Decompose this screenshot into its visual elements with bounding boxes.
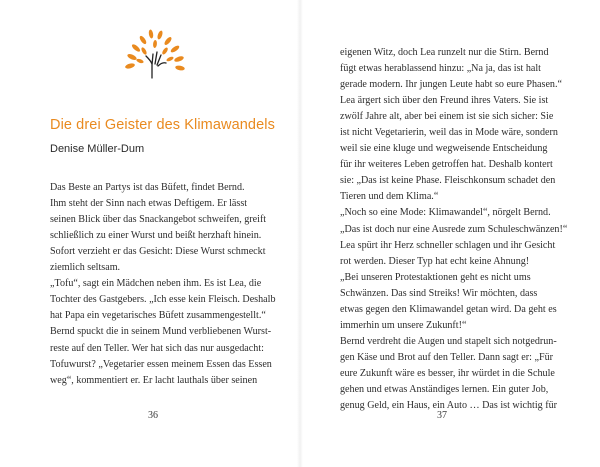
page-number-left: 36 xyxy=(148,410,158,421)
text-line: „Bei unseren Protestaktionen geht es nicht ums xyxy=(340,271,531,283)
text-line xyxy=(50,164,276,180)
right-page-text xyxy=(340,45,567,414)
text-line: Tofuwurst? „Vegetarier essen meinem Essen das Essen xyxy=(50,358,272,370)
text-line: weg“, kommentiert er. Er lacht lauthals über seinen xyxy=(50,374,258,386)
chapter-title: Die drei Geister des Klimawandels xyxy=(50,117,275,133)
text-line: Sofort verzieht er das Gesicht: Diese Wurst schmeckt xyxy=(50,246,266,258)
text-line: Schwänzen. Das sind Streiks! Wir möchten, dass xyxy=(340,287,538,299)
text-line: Bernd verdreht die Augen und stapelt sich notgedrun- xyxy=(340,335,557,347)
text-line: hat Papa ein vegetarisches Büfett zusammengestellt.“ xyxy=(50,310,266,322)
page-gutter xyxy=(297,0,303,467)
page-number-right: 37 xyxy=(437,410,447,421)
text-line: Tieren und dem Klima.“ xyxy=(340,191,439,203)
text-line: reste auf den Teller. Wer hat sich das nur ausgedacht: xyxy=(50,342,264,354)
text-line: Tochter des Gastgebers. „Ich esse kein Fleisch. Deshalb xyxy=(50,294,276,306)
hand-tree-icon-graphic xyxy=(122,28,188,80)
text-line: genug Geld, ein Haus, ein Auto … Das ist wichtig für xyxy=(340,400,557,412)
text-line: zwölf Jahre alt, aber bei einem ist sie sich sicher: Sie xyxy=(340,111,554,123)
text-line: sie: „Das ist keine Phase. Fleischkonsum schadet den xyxy=(340,175,556,187)
text-line: Lea ärgert sich über den Freund ihres Vaters. Sie ist xyxy=(340,95,549,107)
text-line: „Noch so eine Mode: Klimawandel“, nörgelt Bernd. xyxy=(340,207,551,219)
text-line: „Das ist doch nur eine Ausrede zum Schuleschwänzen!“ xyxy=(340,223,568,235)
hand-tree-icon xyxy=(122,28,188,80)
author-name: Denise Müller-Dum xyxy=(50,143,145,155)
text-line: Lea spürt ihr Herz schneller schlagen und ihr Gesicht xyxy=(340,239,556,251)
text-line: ist nicht Vegetarierin, weil das in Mode wäre, sondern xyxy=(340,127,558,139)
text-line: „Tofu“, sagt ein Mädchen neben ihm. Es ist Lea, die xyxy=(50,278,262,290)
left-page-text xyxy=(50,164,276,389)
text-line: weil sie eine kluge und wegweisende Entscheidung xyxy=(340,143,548,155)
text-line: fügt etwas herablassend hinzu: „Na ja, das ist halt xyxy=(340,63,541,75)
text-line: Das Beste an Partys ist das Büfett, findet Bernd. xyxy=(50,182,245,194)
text-line: rot werden. Dieser Typ hat echt keine Ahnung! xyxy=(340,255,530,267)
text-line: Bernd spuckt die in seinem Mund verbliebenen Wurst- xyxy=(50,326,272,338)
text-line: ziemlich seltsam. xyxy=(50,262,121,274)
text-line: eigenen Witz, doch Lea runzelt nur die Stirn. Bernd xyxy=(340,47,549,58)
text-line: gerade modern. Ihr jungen Leute habt so eure Phasen.“ xyxy=(340,79,562,91)
text-line: gehen und etwas Anständiges lernen. Ein guter Job, xyxy=(340,383,549,395)
text-line: für ihr weiteres Leben getroffen hat. Deshalb kontert xyxy=(340,159,553,171)
text-line: gen Käse und Brot auf den Teller. Dann sagt er: „Für xyxy=(340,351,553,363)
text-line: immerhin um unsere Zukunft!“ xyxy=(340,319,467,331)
text-line: etwas gegen den Klimawandel getan wird. Da geht es xyxy=(340,303,557,315)
text-line: seinen Blick über das Snackangebot schweifen, greift xyxy=(50,214,267,226)
text-line: schließlich zu einer Wurst und beißt herzhaft hinein. xyxy=(50,230,262,242)
text-line: eure Zukunft wäre es besser, ihr würdet in die Schule xyxy=(340,367,555,379)
text-line: Ihm steht der Sinn nach etwas Deftigem. Er lässt xyxy=(50,198,248,210)
